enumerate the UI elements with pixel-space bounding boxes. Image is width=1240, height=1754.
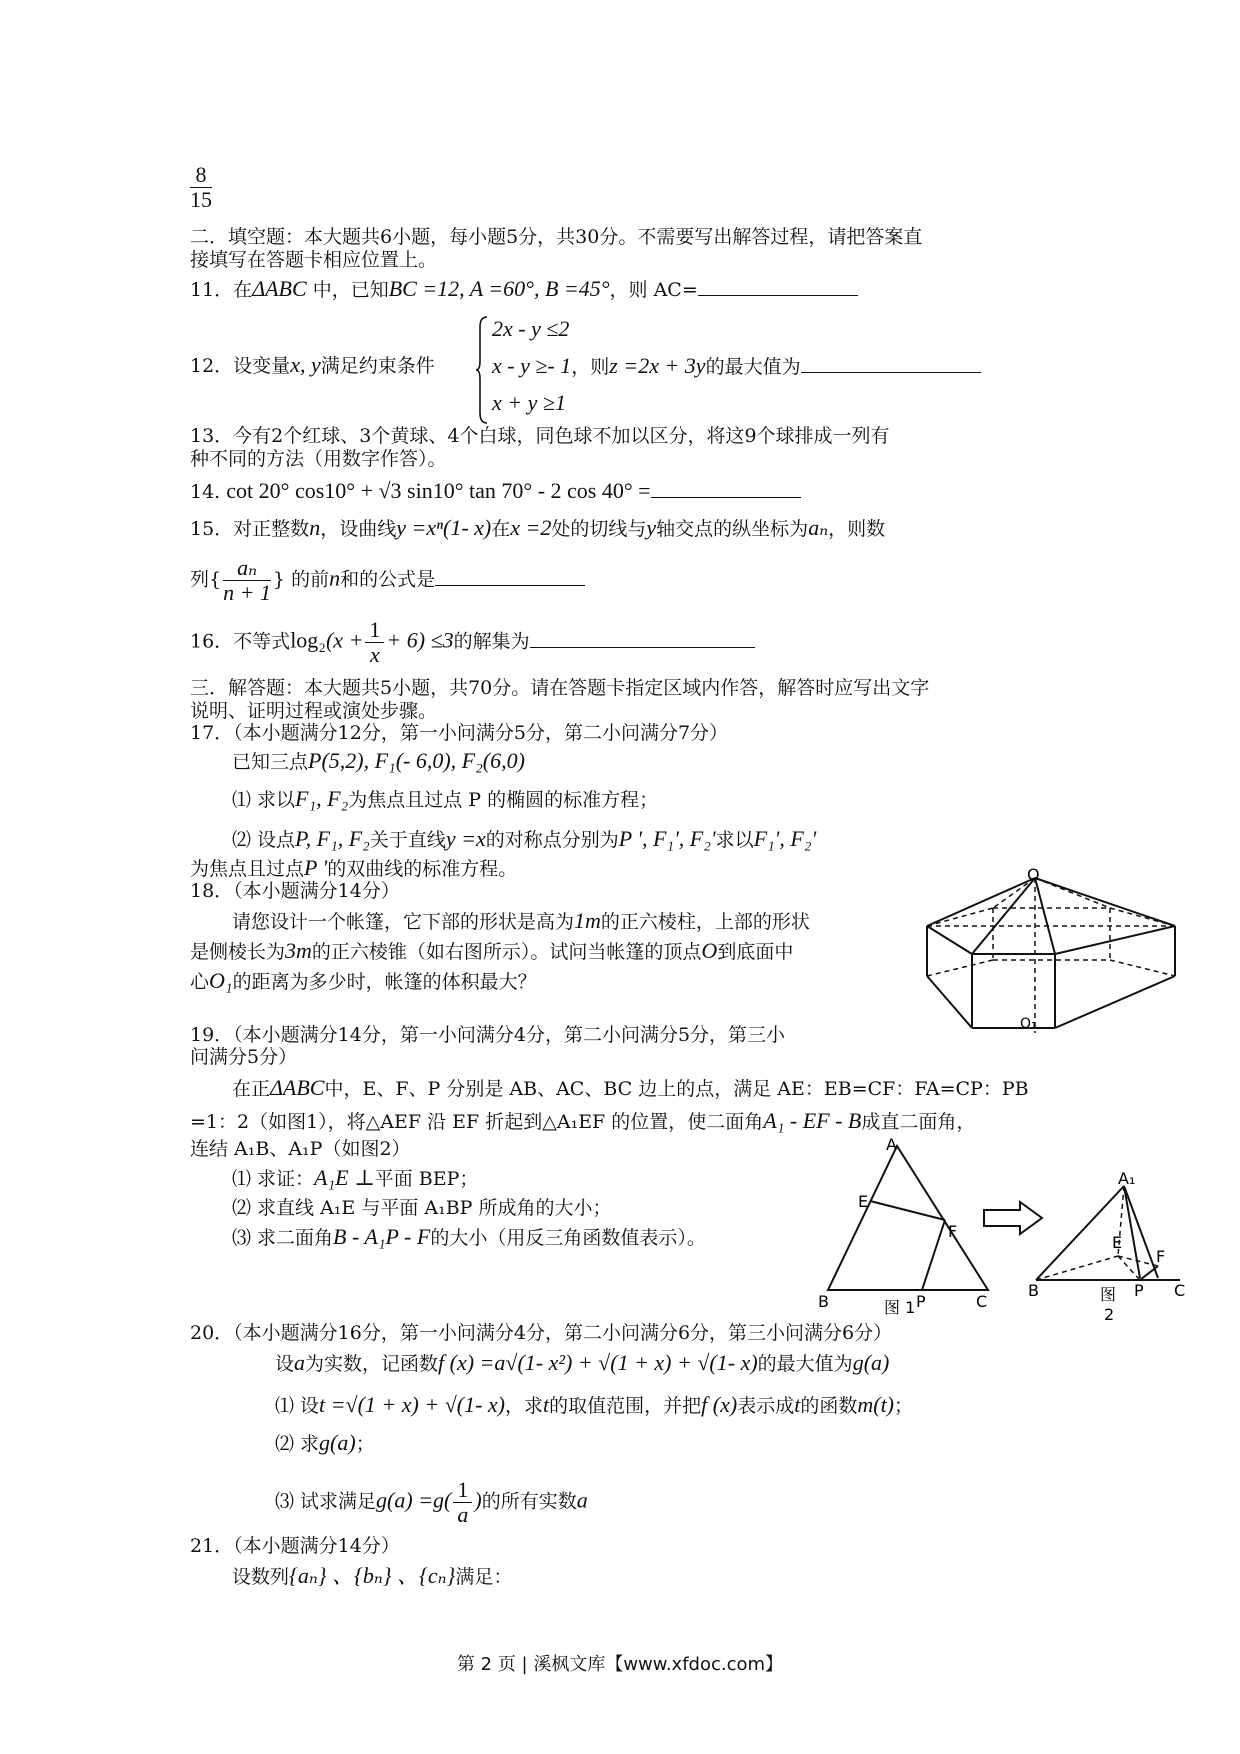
- fraction: $\frac{1}{x}$: [365, 618, 384, 667]
- question-16: 16．不等式log₂(x + $\frac{1}{x}$ + 6) ≤3的解集为: [190, 618, 755, 667]
- question-18-title: 18．（本小题满分14分）: [190, 880, 400, 902]
- question-20-title: 20．（本小题满分16分，第一小问满分4分，第二小问满分6分，第三小问满分6分）: [190, 1322, 893, 1344]
- question-15-line1: 15．对正整数n，设曲线y =xⁿ(1- x)在x =2处的切线与y轴交点的纵坐标为aₙ，则数: [190, 515, 886, 540]
- question-17-part2: ⑵ 设点P, F₁, F₂关于直线y =x的对称点分别为P ', F₁', F₂'求以F₁', F₂': [232, 826, 817, 851]
- answer-blank: [801, 354, 981, 373]
- section2-heading-line2: 接填写在答题卡相应位置上。: [190, 249, 438, 271]
- section2-heading-line1: 二．填空题：本大题共6小题，每小题5分，共30分。不需要写出解答过程，请把答案直: [190, 226, 923, 248]
- question-15-line2: 列{ $\frac{\text{aₙ}}{n + 1}$ } 的前n和的公式是: [190, 556, 585, 605]
- question-17-given: 已知三点P(5,2), F₁(- 6,0), F₂(6,0): [232, 748, 525, 773]
- figure-2-caption: 图: [1100, 1285, 1117, 1304]
- page-footer: 第 2 页 | 溪枫文库【www.xfdoc.com】: [456, 1654, 784, 1675]
- section3-heading-line2: 说明、证明过程或演处步骤。: [190, 700, 438, 722]
- vertex-f-label: F: [948, 1222, 958, 1241]
- vertex-a1-label: A₁: [1118, 1169, 1136, 1188]
- fraction: $\frac{\text{aₙ}}{n + 1}$: [223, 555, 271, 605]
- question-17-part1: ⑴ 求以F₁, F₂为焦点且过点 P 的椭圆的标准方程；: [232, 786, 659, 811]
- question-17-title: 17．（本小题满分12分，第一小问满分5分，第二小问满分7分）: [190, 722, 729, 744]
- question-19-title2: 问满分5分）: [190, 1046, 298, 1068]
- constraint-1: 2x - y ≤2: [492, 316, 570, 341]
- figure-2-number: 2: [1104, 1305, 1115, 1324]
- question-20-part2: ⑵ 求g(a)；: [275, 1430, 375, 1455]
- question-19-title1: 19．（本小题满分14分，第一小问满分4分，第二小问满分5分，第三小: [190, 1024, 786, 1046]
- vertex-a-label: A: [886, 1138, 897, 1154]
- question-13-line1: 13．今有2个红球、3个黄球、4个白球，同色球不加以区分，将这9个球排成一列有: [190, 425, 890, 447]
- question-19-line1: 在正ΔABC中，E、F、P 分别是 AB、AC、BC 边上的点，满足 AE：EB=CF：FA=CP：PB: [232, 1075, 1029, 1100]
- tent-base-center-label: O₁: [1020, 1016, 1037, 1032]
- question-18-line3: 心O₁的距离为多少时，帐篷的体积最大？: [190, 968, 537, 993]
- figure-1-caption: 图 1: [884, 1298, 916, 1317]
- vertex-p-label: P: [916, 1292, 926, 1311]
- constraint-3: x + y ≥1: [492, 390, 566, 415]
- vertex-f-label: F: [1156, 1247, 1166, 1266]
- question-19-part3: ⑶ 求二面角B - A₁P - F的大小（用反三角函数值表示）。: [232, 1224, 706, 1249]
- vertex-b-label: B: [1028, 1281, 1039, 1300]
- question-19-line2: =1：2（如图1），将△AEF 沿 EF 折起到△A₁EF 的位置，使二面角A₁ - EF - B成直二面角，: [190, 1108, 976, 1133]
- question-21-title: 21．（本小题满分14分）: [190, 1535, 400, 1557]
- section3-heading-line1: 三．解答题：本大题共5小题，共70分。请在答题卡指定区域内作答，解答时应写出文字: [190, 677, 930, 699]
- figure-2: [1028, 1168, 1188, 1328]
- question-20-line1: 设a为实数，记函数f (x) =a√(1- x²) + √(1 + x) + √(1- x)的最大值为g(a): [275, 1350, 890, 1375]
- vertex-p-label: P: [1134, 1281, 1144, 1300]
- question-17-part2-cont: 为焦点且过点P '的双曲线的标准方程。: [190, 855, 518, 880]
- answer-blank: [530, 629, 755, 648]
- vertex-b-label: B: [818, 1292, 829, 1311]
- top-fraction: $\frac{8}{15}$: [190, 162, 212, 212]
- question-12: 12．设变量x, y满足约束条件: [190, 352, 435, 377]
- fraction: $\frac{1}{a}$: [453, 1478, 472, 1527]
- question-11: 11．在ΔABC 中，已知BC =12, A =60°, B =45°，则 AC=: [190, 277, 858, 301]
- tent-figure: [925, 868, 1185, 1043]
- answer-blank: [651, 479, 801, 498]
- vertex-c-label: C: [1174, 1281, 1186, 1300]
- question-21-line1: 设数列{aₙ} 、{bₙ} 、{cₙ}满足：: [232, 1563, 513, 1588]
- answer-blank: [435, 567, 585, 586]
- question-18-line2: 是侧棱长为3m的正六棱锥（如右图所示）。试问当帐篷的顶点O到底面中: [190, 938, 794, 963]
- question-13-line2: 种不同的方法（用数字作答）。: [190, 448, 447, 470]
- figure-1: [818, 1138, 1008, 1318]
- vertex-e-label: E: [858, 1192, 869, 1211]
- question-14: 14. cot 20° cos10° + √3 sin10° tan 70° - 2 cos 40° =: [190, 479, 801, 503]
- vertex-c-label: C: [976, 1292, 988, 1311]
- answer-blank: [698, 277, 858, 296]
- question-19-part1: ⑴ 求证：A₁E ⊥平面 BEP；: [232, 1165, 479, 1190]
- question-18-line1: 请您设计一个帐篷，它下部的形状是高为1m的正六棱柱，上部的形状: [232, 908, 810, 933]
- tent-apex-label: O: [1027, 868, 1040, 884]
- constraint-2-line: x - y ≥- 1，则z =2x + 3y的最大值为: [492, 354, 981, 378]
- question-19-part2: ⑵ 求直线 A₁E 与平面 A₁BP 所成角的大小；: [232, 1197, 612, 1219]
- question-20-part1: ⑴ 设t =√(1 + x) + √(1- x)，求t的取值范围，并把f (x)表示成t的函数m(t)；: [275, 1392, 914, 1417]
- question-20-part3: ⑶ 试求满足g(a) =g( $\frac{1}{a}$ )的所有实数a: [275, 1477, 588, 1527]
- vertex-e-label: E: [1112, 1233, 1123, 1252]
- question-19-line3: 连结 A₁B、A₁P（如图2）: [190, 1138, 411, 1160]
- constraint-brace: [475, 315, 489, 425]
